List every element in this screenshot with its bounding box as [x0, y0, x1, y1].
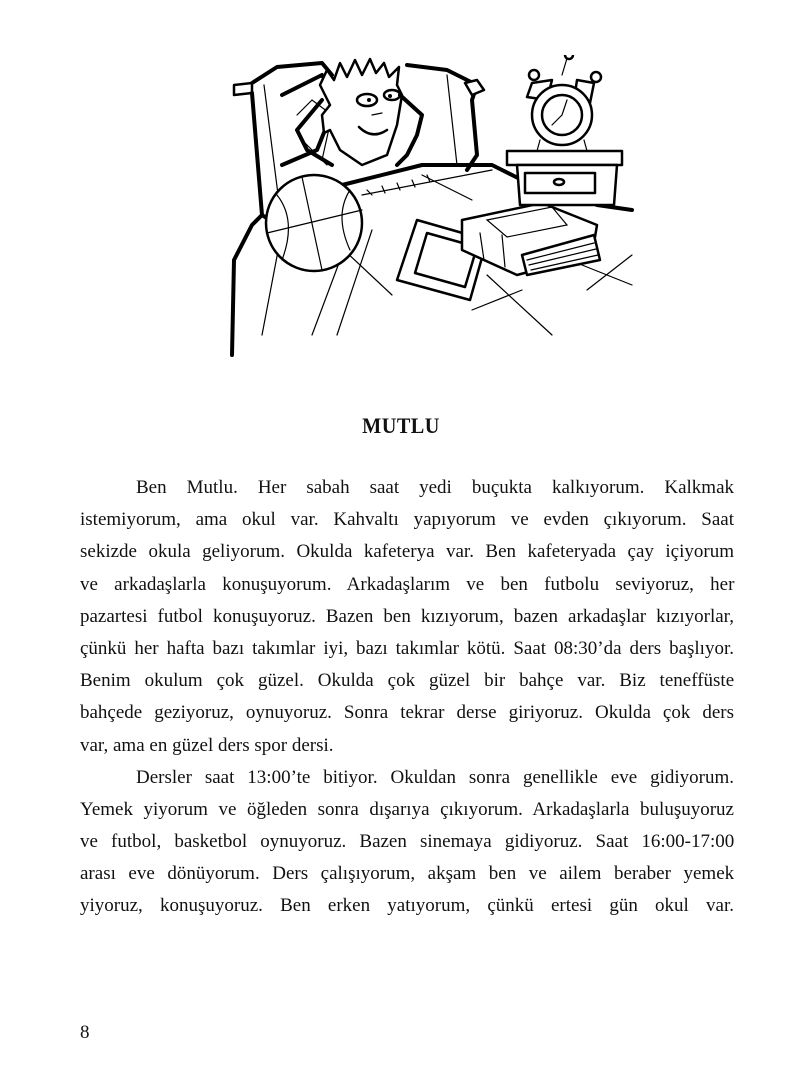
text-line: Benim okulum çok güzel. Okulda çok güzel bir bahçe var. Biz teneffüste: [80, 670, 735, 692]
paragraph-2: [80, 762, 734, 923]
text-line: istemiyorum, ama okul var. Kahvaltı yapıyorum ve evden çıkıyorum. Saat: [80, 509, 734, 531]
paragraph-1: [80, 472, 734, 762]
nightstand: [507, 151, 622, 205]
text-line: sekizde okula geliyorum. Okulda kafeterya var. Ben kafeteryada çay içiyorum: [80, 541, 734, 563]
text-line: ve futbol, basketbol oynuyoruz. Bazen sinemaya gidiyoruz. Saat 16:00-17:00: [80, 831, 735, 853]
text-line: bahçede geziyoruz, oynuyoruz. Sonra tekrar derse giriyoruz. Okulda çok ders: [80, 702, 734, 724]
story-title: MUTLU: [362, 413, 440, 438]
page-number: 8: [80, 1022, 90, 1043]
story-body: [80, 472, 734, 923]
alarm-clock-icon: [527, 55, 601, 151]
text-line: pazartesi futbol konuşuyoruz. Bazen ben kızıyorum, bazen arkadaşlar kızıyorlar,: [80, 605, 734, 627]
text-line: ve arkadaşlarla konuşuyorum. Arkadaşlarım ve ben futbolu seviyoruz, her: [80, 573, 735, 595]
bedroom-illustration: [222, 55, 642, 360]
text-line: var, ama en güzel ders spor dersi.: [80, 734, 334, 756]
text-line: yiyoruz, konuşuyoruz. Ben erken yatıyorum, çünkü ertesi gün okul var.: [80, 895, 734, 917]
text-line: Dersler saat 13:00’te bitiyor. Okuldan sonra genellikle eve gidiyorum.: [136, 766, 734, 788]
text-line: arası eve dönüyorum. Ders çalışıyorum, akşam ben ve ailem beraber yemek: [80, 863, 735, 885]
book-icon: [462, 203, 600, 275]
basketball-icon: [266, 175, 362, 271]
text-line: Yemek yiyorum ve öğleden sonra dışarıya çıkıyorum. Arkadaşlarla buluşuyoruz: [80, 798, 734, 820]
text-line: Ben Mutlu. Her sabah saat yedi buçukta kalkıyorum. Kalkmak: [136, 477, 734, 498]
text-line: çünkü her hafta bazı takımlar iyi, bazı takımlar kötü. Saat 08:30’da ders başlıyor.: [80, 637, 734, 659]
